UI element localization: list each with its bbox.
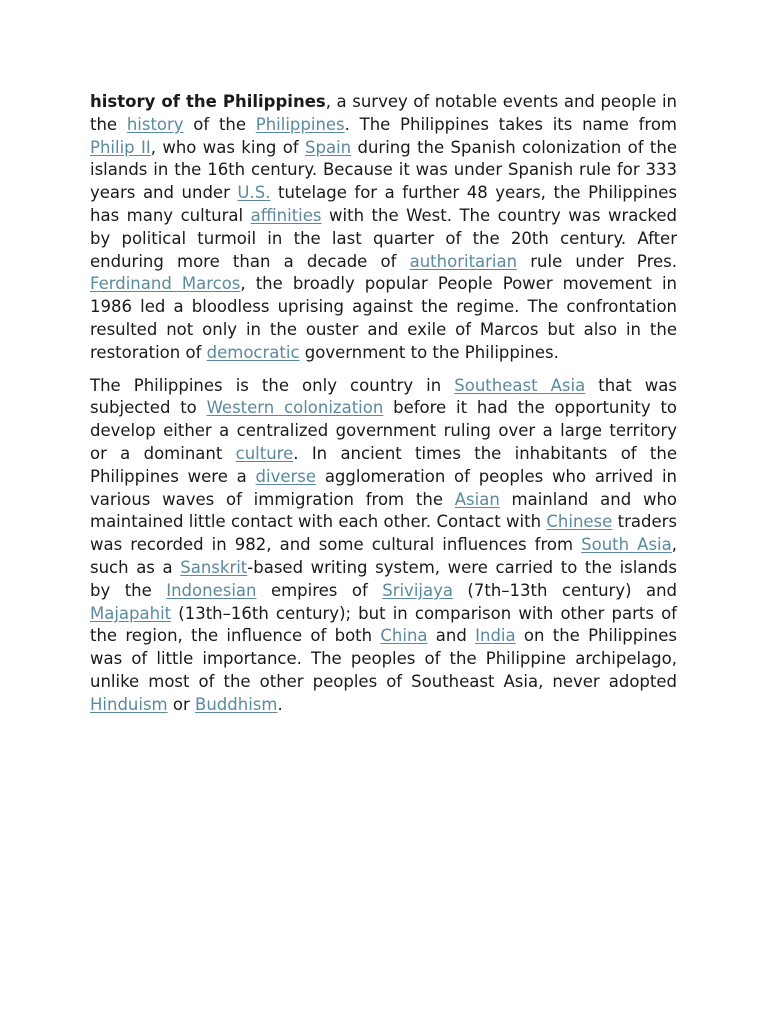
link-ferdinand-marcos[interactable]: Ferdinand Marcos [90,274,241,294]
link-south-asia[interactable]: South Asia [581,535,672,555]
link-srivijaya[interactable]: Srivijaya [382,580,453,600]
link-china[interactable]: China [380,626,428,646]
text: of the [183,114,256,134]
paragraph-early-history [90,375,677,717]
text: , a survey of notable events and people in the [90,92,677,134]
link-southeast-asia[interactable]: Southeast Asia [454,375,586,395]
link-hinduism[interactable]: Hinduism [90,694,168,714]
link-asian[interactable]: Asian [454,489,500,509]
link-western-colonization[interactable]: Western colonization [206,398,384,418]
link-affinities[interactable]: affinities [250,205,322,225]
paragraph-intro [90,91,677,365]
text: or [167,694,196,714]
article-heading: history of the Philippines [90,92,326,111]
text: , who was king of [150,137,306,157]
link-chinese[interactable]: Chinese [546,512,613,532]
article-body [90,91,677,727]
text: with the West. The country was wracked by political turmoil in the last quarter of the 20th century. After enduring more than a decade of [90,205,677,271]
text: before it had the opportunity to develop either a centralized government ruling over a large territory or a dominant [90,398,678,463]
link-philippines[interactable]: Philippines [255,114,345,134]
link-majapahit[interactable]: Majapahit [90,603,172,623]
text: tutelage for a further 48 years, the Philippines has many cultural [90,183,677,225]
text: during the Spanish colonization of the islands in the 16th century. Because it was under Spanish rule for 333 years and under [90,137,677,203]
link-culture[interactable]: culture [235,443,294,463]
link-diverse[interactable]: diverse [255,466,317,486]
text: that was subjected to [90,375,678,418]
link-history[interactable]: history [126,114,184,134]
text: , such as a [90,535,677,577]
link-us[interactable]: U.S. [237,183,271,203]
text: and [427,626,476,646]
text: , the broadly popular People Power movement in 1986 led a bloodless uprising against the regime. The confrontation resulted not only in the ouster and exile of Marcos but also in the restoration of [90,274,677,362]
text: (13th–16th century); but in comparison with other parts of the region, the influence of both [90,603,677,646]
text: The Philippines is the only country in [90,375,455,395]
link-authoritarian[interactable]: authoritarian [409,251,518,271]
text: (7th–13th century) and [452,580,678,600]
text: empires of [256,580,383,600]
link-indonesian[interactable]: Indonesian [166,580,257,600]
link-democratic[interactable]: democratic [206,342,300,362]
link-philip-ii[interactable]: Philip II [90,137,151,157]
link-sanskrit[interactable]: Sanskrit [180,557,248,577]
link-india[interactable]: India [475,626,516,646]
link-buddhism[interactable]: Buddhism [195,694,278,714]
text: agglomeration of peoples who arrived in various waves of immigration from the [90,466,677,509]
text: . [277,694,283,714]
link-spain[interactable]: Spain [305,137,352,157]
text: government to the Philippines. [299,342,559,362]
text: traders was recorded in 982, and some cultural influences from [90,512,677,555]
text: -based writing system, were carried to the islands by the [90,557,678,600]
text: rule under Pres. [517,251,678,271]
text: . In ancient times the inhabitants of the Philippines were a [90,443,677,486]
text: . The Philippines takes its name from [344,114,677,134]
text: on the Philippines was of little importance. The peoples of the Philippine archipelago, unlike most of the other peoples of Southeast Asia, never adopted [90,626,677,691]
text: mainland and who maintained little contact with each other. Contact with [90,489,677,532]
